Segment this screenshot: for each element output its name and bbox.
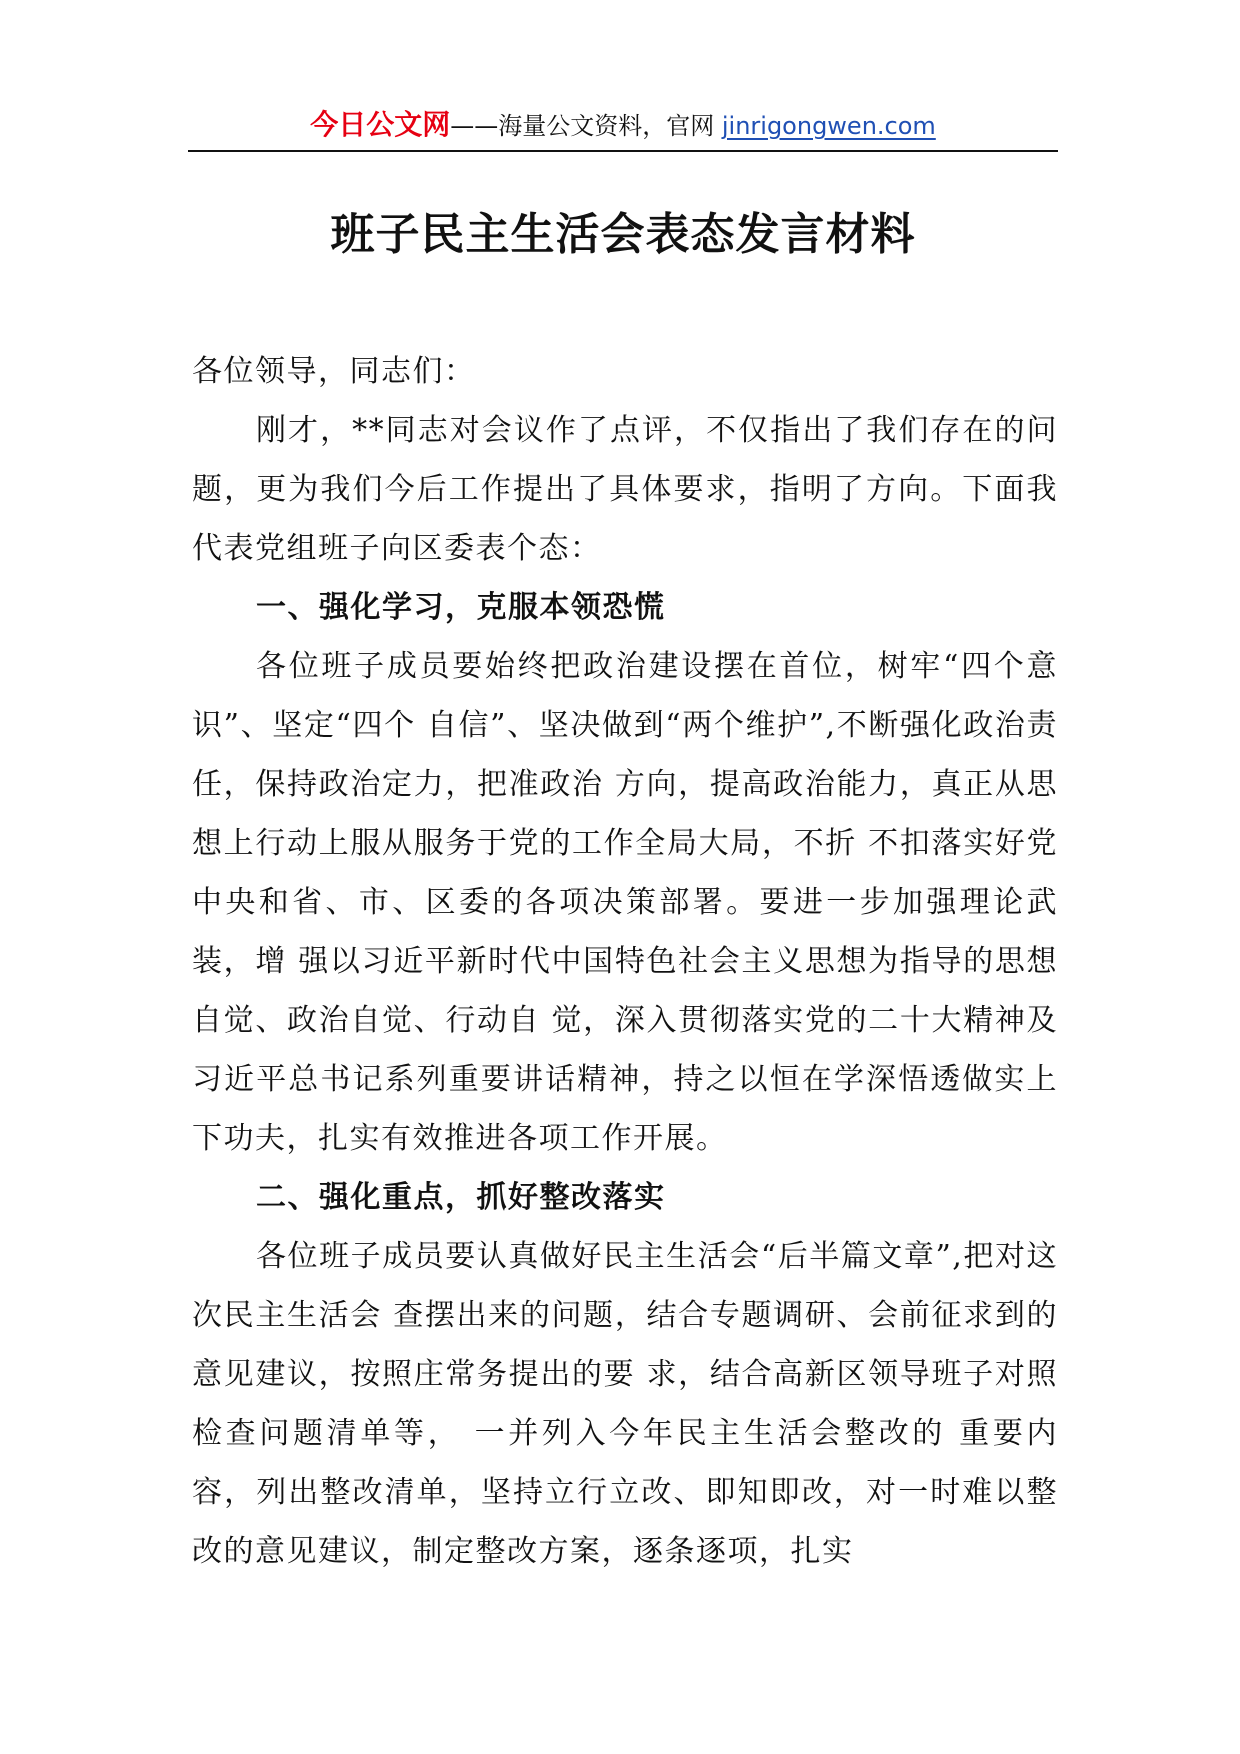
section-heading-2: 二、强化重点，抓好整改落实	[256, 1180, 666, 1215]
section-paragraph-1: 各位班子成员要始终把政治建设摆在首位，树牢“四个意识”、坚定“四个 自信”、坚决做到“两个维护”,不断强化政治责任，保持政治定力，把准政治 方向，提高政治能力，真正从思想上行动上服从服务于党的工作全局大局，不折 不扣落实好党中央和省、市、区委的各项决策部署。要进一步加强理论武装，增 强以习近平新时代中国特色社会主义思想为指导的思想自觉、政治自觉、行动自 觉，深入贯彻落实党的二十大精神及习近平总书记系列重要讲话精神，持之以恒在学深悟透做实上下功夫，扎实有效推进各项工作开展。	[192, 649, 1058, 1156]
site-separator: ——	[450, 112, 499, 140]
section-paragraph-2: 各位班子成员要认真做好民主生活会“后半篇文章”,把对这次民主生活会 查摆出来的问题，结合专题调研、会前征求到的意见建议，按照庄常务提出的要 求，结合高新区领导班子对照检查问题清单等， 一并列入今年民主生活会整改的 重要内容，列出整改清单，坚持立行立改、即知即改，对一时难以整改的意见建议，制定整改方案，逐条逐项，扎实	[192, 1239, 1058, 1569]
site-header	[188, 98, 1058, 150]
header-divider	[188, 150, 1058, 152]
site-tagline: 海量公文资料，官网	[498, 112, 715, 140]
document-body	[192, 342, 1058, 1581]
salutation: 各位领导，同志们：	[192, 354, 476, 389]
site-banner	[310, 105, 936, 150]
site-name: 今日公文网	[310, 108, 451, 141]
intro-paragraph: 刚才，**同志对会议作了点评，不仅指出了我们存在的问题，更为我们今后工作提出了具体要求，指明了方向。下面我代表党组班子向区委表个态：	[192, 413, 1058, 566]
section-heading-1: 一、强化学习，克服本领恐慌	[256, 590, 666, 625]
site-url-link[interactable]: jinrigongwen.com	[721, 112, 936, 140]
document-title: 班子民主生活会表态发言材料	[330, 209, 916, 260]
